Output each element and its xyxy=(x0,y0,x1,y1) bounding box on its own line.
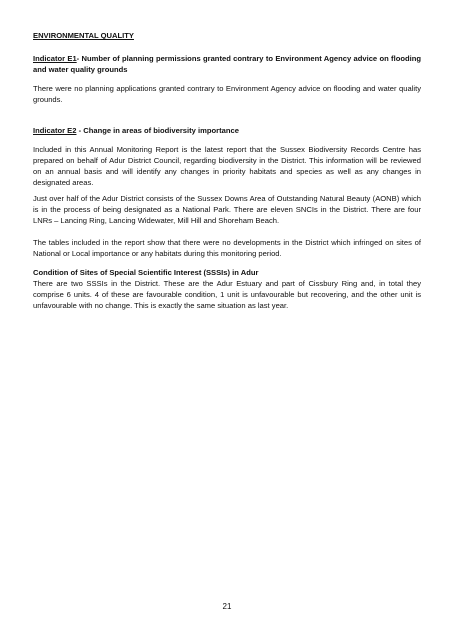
section-title: ENVIRONMENTAL QUALITY xyxy=(33,31,134,40)
indicator-e1-code: Indicator E1 xyxy=(33,54,77,63)
indicator-e1-heading xyxy=(33,53,421,75)
document-page xyxy=(33,30,421,311)
sssi-body: There are two SSSIs in the District. These are the Adur Estuary and part of Cissbury Ring and, in total they comprise 6 units. 4 of these are favourable condition, 1 unit is unfavourable but recovering, and the other unit is unfavourable with no change. This is exactly the same situation as last year. xyxy=(33,279,421,310)
indicator-e2-code: Indicator E2 xyxy=(33,126,77,135)
indicator-e1-body: There were no planning applications granted contrary to Environment Agency advice on flooding and water quality grounds. xyxy=(33,84,421,104)
indicator-e2-heading xyxy=(33,125,421,136)
indicator-e2-paragraph-1: Included in this Annual Monitoring Report is the latest report that the Sussex Biodiversity Records Centre has prepared on behalf of Adur District Council, regarding biodiversity in the District. This information will be reviewed on an annual basis and will identify any changes in priority habitats and species as well as any changes in designated areas. xyxy=(33,145,421,187)
indicator-e2-title: - Change in areas of biodiversity importance xyxy=(76,126,239,135)
indicator-e2-paragraph-3: The tables included in the report show that there were no developments in the District which infringed on sites of National or Local importance or any habitats during this monitoring period. xyxy=(33,238,421,258)
indicator-e1-title: - Number of planning permissions granted contrary to Environment Agency advice on flooding and water quality grounds xyxy=(33,54,421,74)
sssi-heading: Condition of Sites of Special Scientific Interest (SSSIs) in Adur xyxy=(33,268,259,277)
indicator-e2-paragraph-2: Just over half of the Adur District consists of the Sussex Downs Area of Outstanding Natural Beauty (AONB) which is in the process of being designated as a National Park. There are eleven SNCIs in the District. There are four LNRs – Lancing Ring, Lancing Widewater, Mill Hill and Shoreham Beach. xyxy=(33,194,421,225)
page-number: 21 xyxy=(222,602,232,611)
